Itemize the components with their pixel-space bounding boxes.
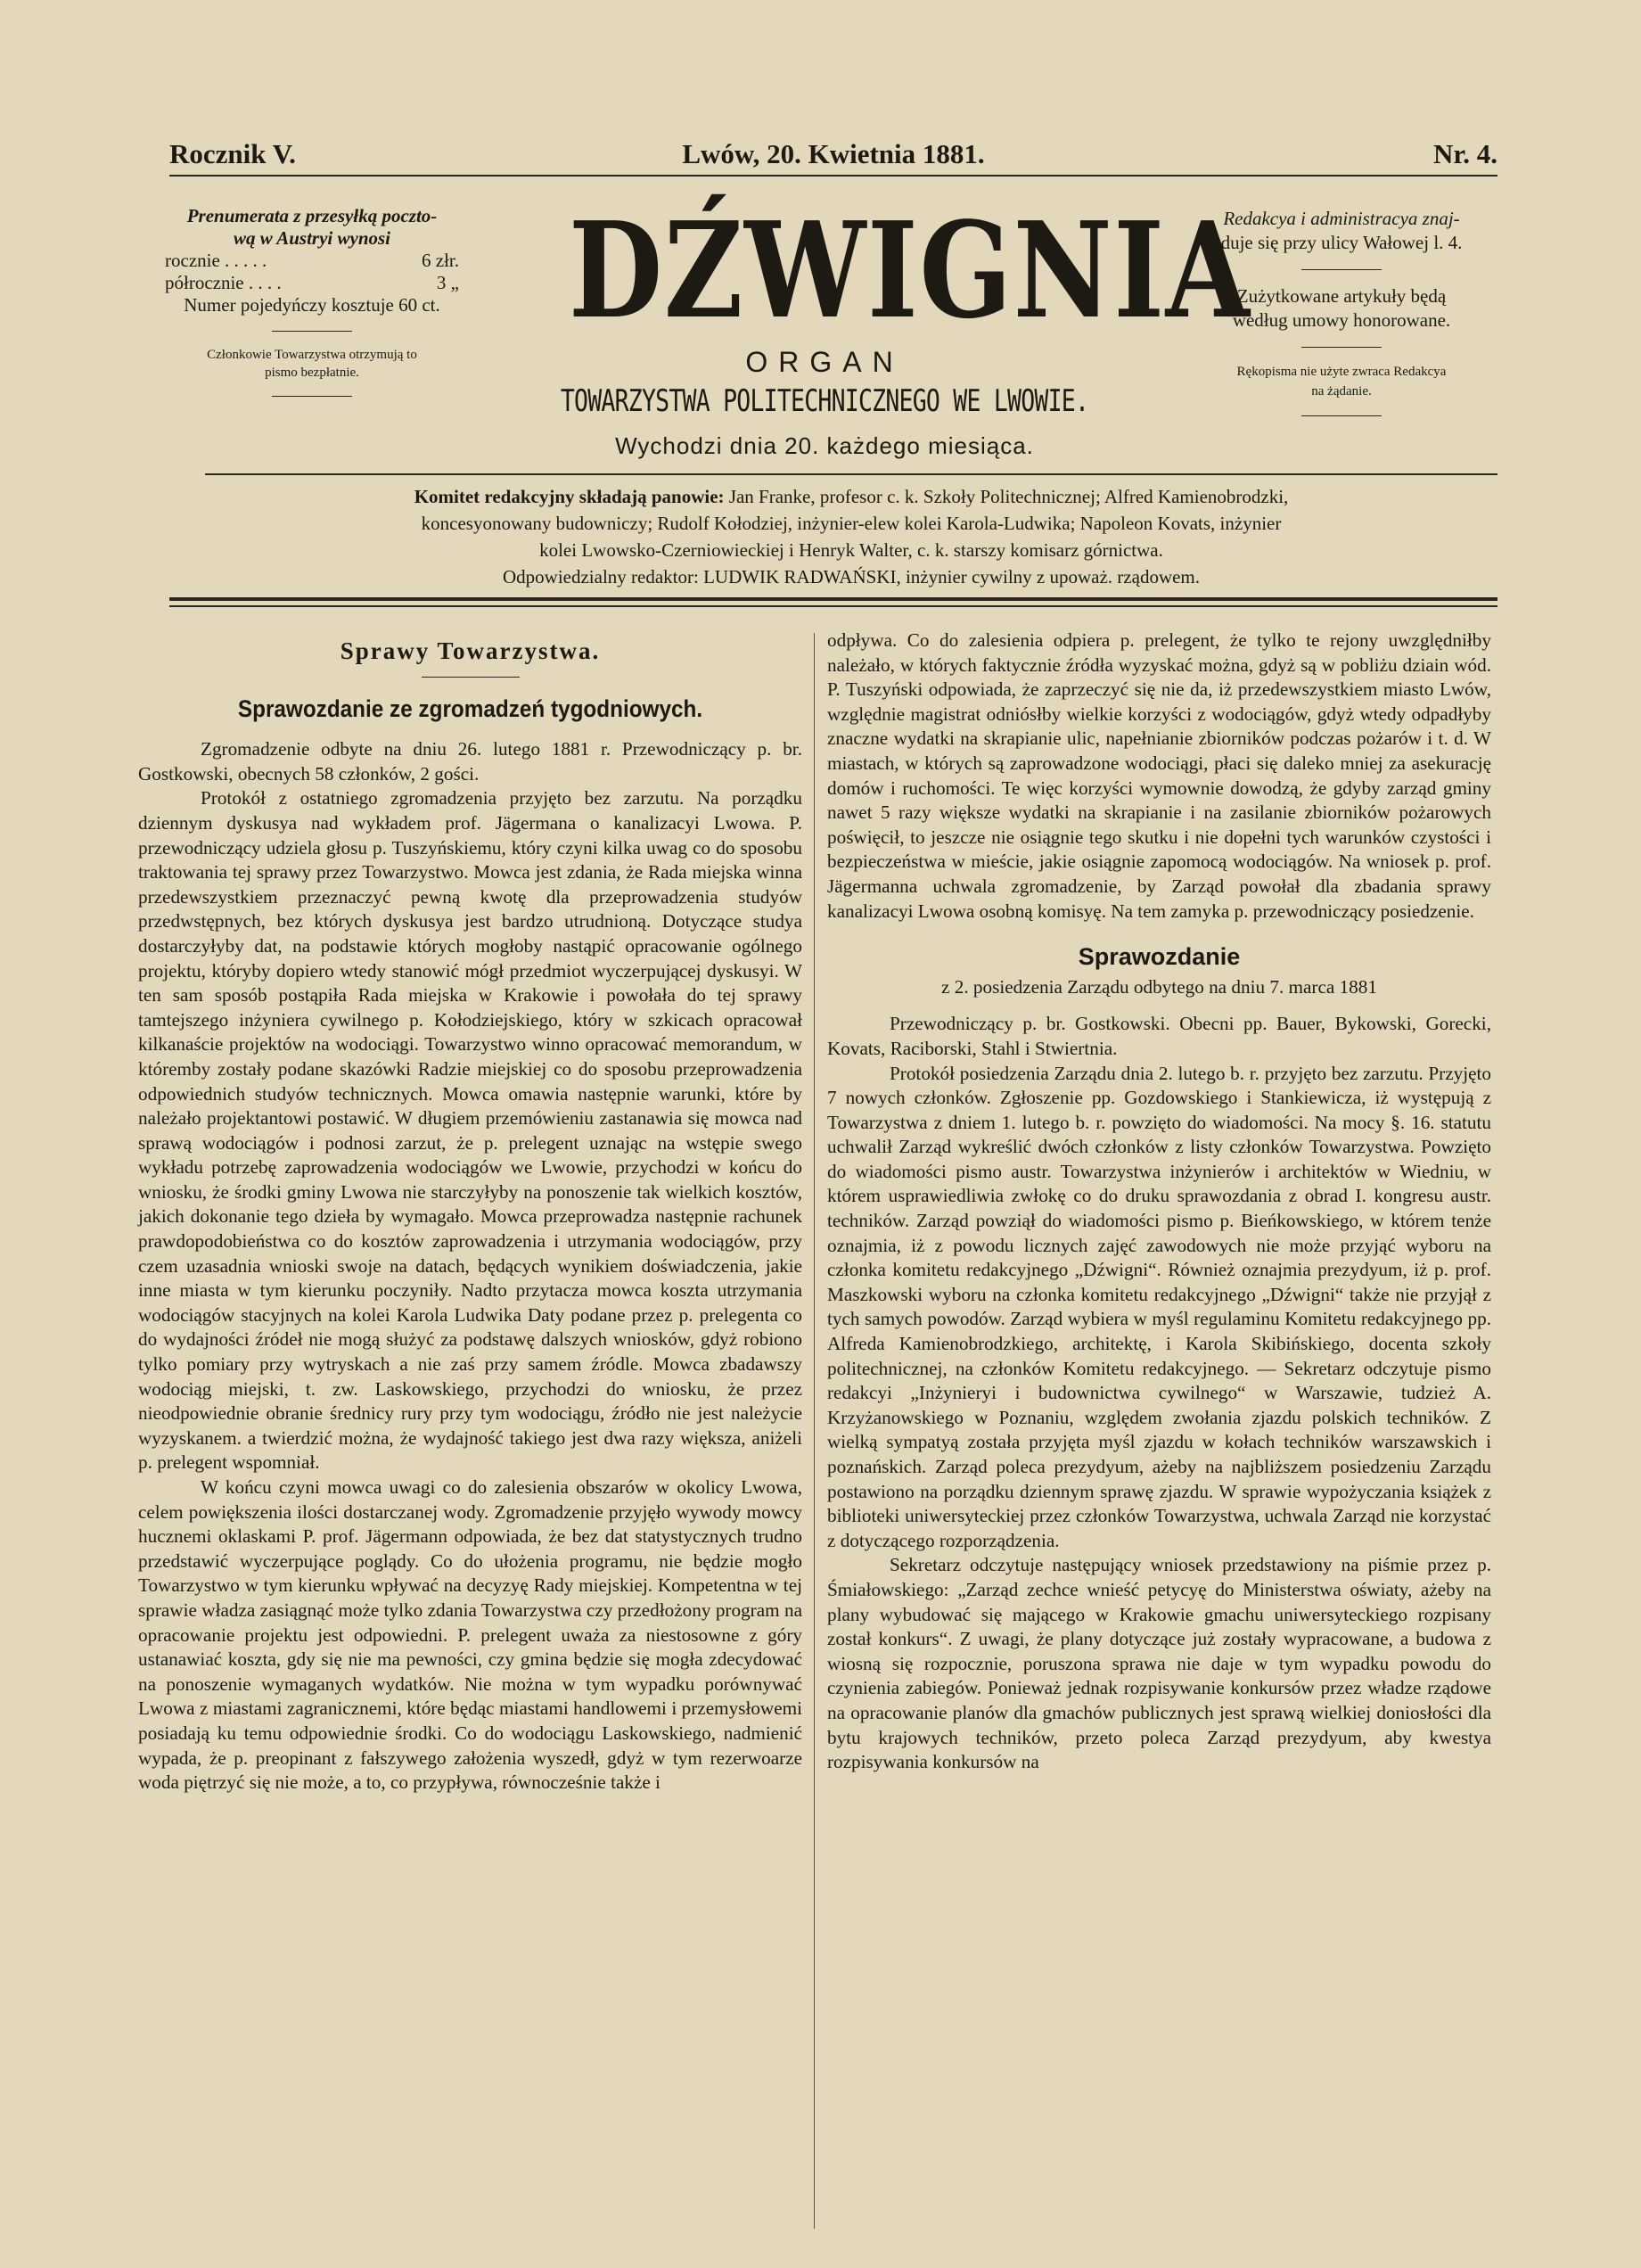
volume-label: Rocznik V. — [169, 138, 296, 169]
members-note-2: pismo bezpłatnie. — [265, 366, 359, 380]
column-divider — [814, 633, 815, 2229]
paragraph: W końcu czyni mowca uwagi co do zalesienia obszarów w okolicy Lwowa, celem powiększenia ilości dostarczanej wody. Zgromadzenie przyjęło wywody mowcy hucznemi oklaskami P. prof. Jägermann odpowiada, że bez dat statystycznych trudno przedstawić wyczerpujące poglądy. Co do ułożenia programu, nie będzie mogło Towarzystwo w tym kierunku wpływać na decyzyę Rady miejskiej. Kompetentna w tej sprawie władza zasiągnąć może tylko zdania Towarzystwa czy przedłożony program na opracowanie projektu jest odpowiedni. P. prelegent uważa za niestosowne z góry ustanawiać koszta, gdy się nie ma pewności, czy gmina będzie się mogła zdecydować na ponoszenie wymaganych wydatków. Nie można w tym wypadku porównywać Lwowa z miastami zagranicznemi, które będąc miastami handlowemi i przemysłowemi posiadają ku temu odpowiednie środki. Co do wodociągu Laskowskiego, nadmienić wypada, że p. preopinant z fałszywego założenia wyszedł, gdyż w tym rezerwoarze woda piętrzyć się nie może, a to, co przypływa, równocześnie także i — [138, 1476, 802, 1794]
article-title: Sprawozdanie ze zgromadzeń tygodniowych. — [237, 694, 703, 722]
divider — [1301, 415, 1382, 416]
article-subtitle: z 2. posiedzenia Zarządu odbytego na dniu 7. marca 1881 — [941, 975, 1377, 998]
paragraph: Przewodniczący p. br. Gostkowski. Obecni pp. Bauer, Bykowski, Gorecki, Kovats, Raciborski, Stahl i Stwiertnia. — [827, 1013, 1491, 1059]
editorial-box — [1177, 207, 1506, 431]
article-title: Sprawozdanie — [1078, 943, 1241, 971]
divider — [422, 677, 520, 678]
publication-frequency: Wychodzi dnia 20. każdego miesiąca. — [615, 432, 1034, 459]
right-column — [827, 629, 1491, 1775]
editorial-committee — [201, 483, 1502, 590]
double-rule-top — [169, 597, 1497, 601]
organ-label: ORGAN — [745, 346, 904, 378]
paragraph: Protokół z ostatniego zgromadzenia przyjęto bez zarzutu. Na porządku dziennym dyskusya nad wykładem prof. Jägermana o kanalizacyi Lwowa. P. przewodniczący udziela głosu p. Tuszyńskiemu, który czyni kilka uwag co do sposobu traktowania tej sprawy przez Towarzystwo. Mowca jest zdania, że Rada miejska winna przedewszystkiem przeznaczyć pewną kwotę dla przeprowadzenia studyów przedwstępnych, bez których dyskusya jest bardzo utrudnioną. Dotyczące studya dostarczyłyby dat, na podstawie których mogłoby nastąpić opracowanie ogólnego projektu, któryby dopiero wtedy stanowić mógł przedmiot wyczerpującej dyskusyi. W ten sam sposób postąpiła Rada miejska w Krakowie i powołała do tej sprawy tamtejszego inżyniera cywilnego p. Kołodziejskiego, który w szkicach opracował kilkanaście projektów na wodociągi. Towarzystwo winno opracować memorandum, w któremby zostały podane skazówki Radzie miejskiej co do sposobu przeprowadzenia odpowiednich studyów technicznych. Mowca omawia następnie warunki, które by należało projektantowi postawić. W długiem przemówieniu zastanawia się mowca nad sprawą wodociągów i podnosi zarzut, że p. prelegent uznając na wstępie swego wykładu potrzebę zaprowadzenia wodociągów we Lwowie, przychodzi w końcu do wniosku, że środki gminy Lwowa nie starczyłyby na ponoszenie tak wielkich kosztów, jakich dokonanie tego dzieła by wymagało. Mowca przeprowadza następnie rachunek prawdopodobieństwa co do kosztów zaprowadzenia i utrzymania wodociągów, przy czem uzasadnia wnioski swoje na datach, będących wynikiem doświadczenia, jakie inne miasta w tym kierunku poczyniły. Nadto przytacza mowca koszta utrzymania wodociągów stacyjnych na kolei Karola Ludwika Daty podane przez p. prelegenta co do wydajności źródeł nie mogą służyć za podstawę dalszych wniosków, gdyż robiono tylko pomiary przy wytryskach a nie zaś przy samem źródle. Mowca zbadawszy wodociąg miejski, t. zw. Laskowskiego, przychodzi do wniosku, że przez nieodpowiednie obranie średnicy rury przy tym wodociągu, źródło nie jest należycie wyzyskanem. a twierdzić można, że wydajność takiego jest dwa razy większa, aniżeli p. prelegent wspomniał. — [138, 787, 802, 1474]
divider — [272, 331, 352, 332]
editorial-line-2: duje się przy ulicy Wałowej l. 4. — [1220, 232, 1463, 253]
yearly-label: rocznie . . . . . — [165, 250, 267, 271]
society-name: TOWARZYSTWA POLITECHNICZNEGO WE LWOWIE. — [560, 383, 1089, 419]
members-note-1: Członkowie Towarzystwa otrzymują to — [207, 348, 417, 362]
paragraph: Protokół posiedzenia Zarządu dnia 2. lutego b. r. przyjęto bez zarzutu. Przyjęto 7 nowych członków. Zgłoszenie pp. Gozdowskiego i Stankiewicza, iż występują z Towarzystwa z dniem 1. lutego b. r. powzięto do wiadomości. Na mocy §. 16. statutu uchwalił Zarząd wykreślić dwóch członków z listy członków Towarzystwa. Powzięto do wiadomości pismo austr. Towarzystwa inżynierów i architektów w Wiedniu, w którem usprawiedliwia zwłokę co do druku sprawozdania z obrad I. kongresu austr. techników. Zarząd powziął do wiadomości pismo p. Bieńkowskiego, w którem tenże oznajmia, iż z powodu licznych zajęć zawodowych nie może przyjąć wyboru na członka komitetu redakcyjnego „Dźwigni“. Również oznajmia prezydyum, iż p. prof. Maszkowski wyboru na członka komitetu redakcyjnego „Dźwigni“ także nie przyjął z tych samych powodów. Zarząd wybiera w myśl regulaminu Komitetu redakcyjnego pp. Alfreda Kamienobrodzkiego, architektę, i Karola Skibińskiego, docenta szkoły politechnicznej, na członków Komitetu redakcyjnego. — Sekretarz odczytuje pismo redakcyi „Inżynieryi i budownictwa cywilnego“ w Warszawie, tudzież A. Krzyżanowskiego w Poznaniu, względem zwołania zjazdu polskich techników. Z wielką sympatyą została przyjęta myśl zjazdu w kołach techników warszawskich i poznańskich. Zarząd poleca prezydyum, ażeby na najbliższem posiedzeniu Zarządu postawiono na porządku dziennym sprawę zjazdu. W sprawie wypożyczania książek z biblioteki uniwersyteckiej przez członków Towarzystwa, uchwala Zarząd nie korzystać z dotyczącego rozporządzenia. — [827, 1062, 1491, 1551]
divider — [272, 396, 352, 397]
header-line — [169, 138, 1497, 174]
paragraph: odpływa. Co do zalesienia odpiera p. prelegent, że tylko te rejony uwzględniłby należało, w których faktycznie źródła wyzyskać można, gdyż są w pobliżu dziain wód. P. Tuszyński odpowiada, że zaprzeczyć się nie da, iż przedewszystkiem miasto Lwów, względnie magistrat odniósłby wielkie korzyści z wodociągów, gdyż wtedy odpadłyby znaczne wydatki na skrapianie ulic, napełnianie zbiorników podczas pożarów i t. d. W miastach, w których są zaprowadzone wodociągi, płaci się daleko mniej za asekurację domów i ruchomości. Te więc korzyści wymownie dowodzą, że gdyby zarząd gminy nawet 5 razy większe wydatki na skrapianie i na zasilanie zbiorników pożarowych poświęcił, to jeszcze nie osiągnie tego skutku i nie dopełni tych warunków czystości i bezpieczeństwa w mieście, jakie osiągnie zapomocą wodociągów. Na wniosek p. prof. Jägermanna uchwala zgromadzenie, by Zarząd powołał dla zbadania sprawy kanalizacyi Lwowa osobną komisyę. Na tem zamyka p. przewodniczący posiedzenie. — [827, 629, 1491, 922]
masthead-rule — [205, 473, 1497, 475]
half-label: półrocznie . . . . — [165, 272, 282, 293]
committee-line-3: kolei Lwowsko-Czerniowieckiej i Henryk Walter, c. k. starszy komisarz górnictwa. — [539, 539, 1163, 561]
committee-line-2: koncesyonowany budowniczy; Rudolf Kołodziej, inżynier-elew kolei Karola-Ludwika; Napoleon Kovats, inżynier — [421, 513, 1282, 534]
double-rule-bottom — [169, 605, 1497, 607]
issue-number: Nr. 4. — [1432, 138, 1497, 169]
divider — [1301, 269, 1382, 270]
section-heading: Sprawy Towarzystwa. — [340, 637, 601, 664]
committee-line-1-text: Jan Franke, profesor c. k. Szkoły Politechnicznej; Alfred Kamienobrodzki, — [728, 486, 1289, 507]
left-column — [138, 629, 802, 1796]
articles-line-2: według umowy honorowane. — [1232, 309, 1451, 331]
half-price: 3 „ — [436, 272, 459, 293]
subscription-title-2: wą w Austryi wynosi — [233, 227, 391, 249]
subscription-box — [138, 205, 486, 411]
divider — [1301, 347, 1382, 348]
paragraph: Sekretarz odczytuje następujący wniosek przedstawiony na piśmie przez p. Śmiałowskiego: „Zarząd zechce wnieść petycyę do Ministerstwa oświaty, ażeby na plany wybudować się mającego w Krakowie gmachu uniwersyteckiego rozpisany został konkurs“. Z uwagi, że plany dotyczące już zostały wypracowane, a budowa z wiosną się rozpocznie, poruszona sprawa nie daje w tym wypadku powodu do czynienia zabiegów. Ponieważ jednak rozpisywanie konkursów przez władze rządowe na opracowanie planów dla gmachów publicznych jest sprawą wielkiej doniosłości dla bytu krajowych techników, przeto poleca Zarząd prezydyum, aby kwestya rozpisywania konkursów na — [827, 1554, 1491, 1773]
place-date: Lwów, 20. Kwietnia 1881. — [682, 138, 985, 169]
header-rule — [169, 175, 1497, 177]
newspaper-title: DŹWIGNIA — [569, 193, 1251, 348]
single-copy-price: Numer pojedyńczy kosztuje 60 ct. — [184, 294, 440, 316]
committee-line-1 — [201, 483, 1502, 510]
subscription-title-1: Prenumerata z przesyłką poczto- — [186, 205, 438, 226]
editorial-line-1: Redakcya i administracya znaj- — [1223, 208, 1460, 229]
yearly-price: 6 złr. — [422, 250, 459, 271]
committee-line-4: Odpowiedzialny redaktor: LUDWIK RADWAŃSKI, inżynier cywilny z upoważ. rządowem. — [502, 566, 1201, 588]
committee-lead: Komitet redakcyjny składają panowie: — [414, 486, 725, 507]
manuscripts-line-2: na żądanie. — [1311, 384, 1372, 399]
paragraph: Zgromadzenie odbyte na dniu 26. lutego 1881 r. Przewodniczący p. br. Gostkowski, obecnych 58 członków, 2 gości. — [138, 738, 802, 785]
articles-line-1: Zużytkowane artykuły będą — [1236, 285, 1447, 307]
yearly-price-row — [165, 250, 459, 272]
manuscripts-line-1: Rękopisma nie użyte zwraca Redakcya — [1236, 365, 1447, 379]
half-price-row — [165, 272, 459, 294]
